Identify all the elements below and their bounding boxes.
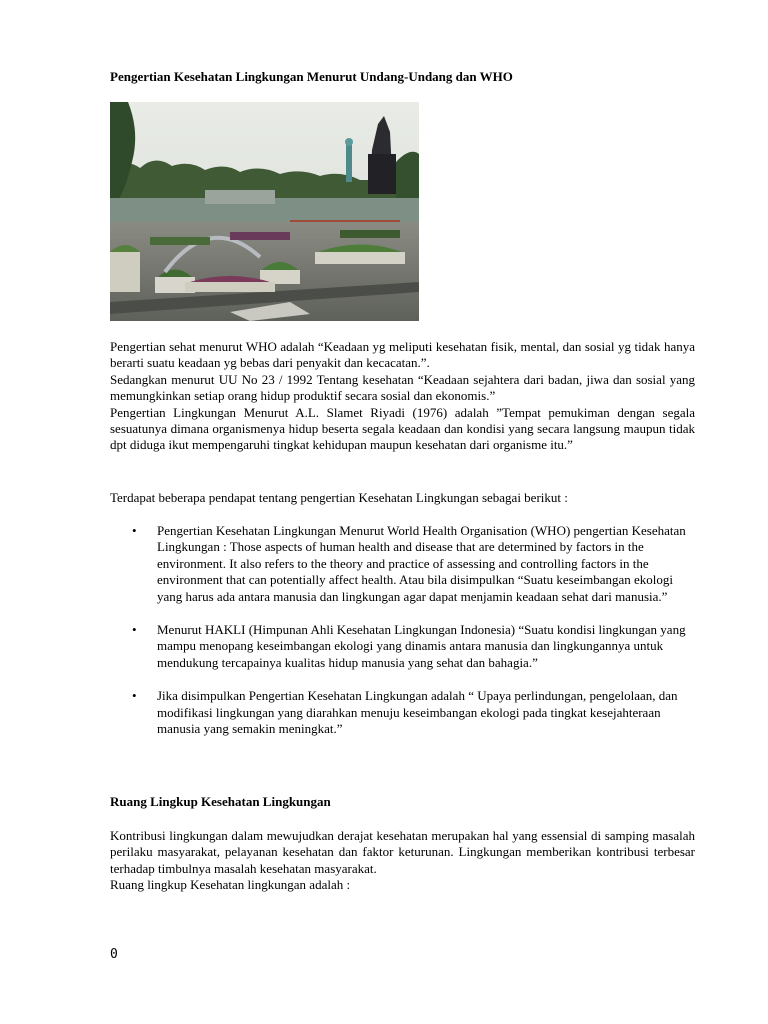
document-title: Pengertian Kesehatan Lingkungan Menurut Undang-Undang dan WHO xyxy=(110,69,513,84)
bullet-glyph: • xyxy=(132,688,137,704)
scope-text: Kontribusi lingkungan dalam mewujudkan derajat kesehatan merupakan hal yang essensial di samping masalah perilaku masyarakat, pelayanan kesehatan dan faktor keturunan. Lingkungan memberikan kontribusi terbesar terhadap timbulnya masalah kesehatan masyarakat. xyxy=(110,828,695,876)
park-photo xyxy=(110,102,419,321)
list-item xyxy=(110,688,695,737)
who-health-definition: Pengertian sehat menurut WHO adalah “Keadaan yg meliputi kesehatan fisik, mental, dan sosial yg tidak hanya berarti suatu keadaan yg bebas dari penyakit dan kecacatan.”. xyxy=(110,339,695,371)
page-number: 0 xyxy=(110,947,118,962)
list-item xyxy=(110,622,695,671)
list-item-text: Jika disimpulkan Pengertian Kesehatan Lingkungan adalah “ Upaya perlindungan, pengelolaan, dan modifikasi lingkungan yang diarahkan menuju keseimbangan ekologi pada tingkat kesejahteraan manusia yang semakin meningkat.” xyxy=(157,688,678,737)
intro-paragraph: Terdapat beberapa pendapat tentang pengertian Kesehatan Lingkungan sebagai berikut : xyxy=(110,490,568,505)
scope-lead-in: Ruang lingkup Kesehatan lingkungan adalah : xyxy=(110,877,351,893)
bullet-glyph: • xyxy=(132,523,137,538)
section-heading: Ruang Lingkup Kesehatan Lingkungan xyxy=(110,794,331,809)
definition-list xyxy=(110,523,695,754)
scope-paragraph xyxy=(110,828,695,894)
list-item-text: Menurut HAKLI (Himpunan Ahli Kesehatan Lingkungan Indonesia) “Suatu kondisi lingkungan yang mampu menopang keseimbangan ekologi yang dinamis antara manusia dan lingkungannya untuk mendukung tercapainya kualitas hidup manusia yang sehat dan bahagia.” xyxy=(157,622,686,670)
uu-health-definition: Sedangkan menurut UU No 23 / 1992 Tentang kesehatan “Keadaan sejahtera dari badan, jiwa dan sosial yang memungkinkan setiap orang hidup produktif secara sosial dan ekonomis.” xyxy=(110,371,695,404)
health-definition-paragraph xyxy=(110,339,695,454)
list-item xyxy=(110,523,695,605)
environment-definition: Pengertian Lingkungan Menurut A.L. Slamet Riyadi (1976) adalah ”Tempat pemukiman dengan segala sesuatunya dimana organismenya hidup beserta segala keadaan dan kondisi yang secara langsung maupun tidak dpt diduga ikut mempengaruhi tingkat kehidupan maupun kesehatan dari organisme itu.” xyxy=(110,404,695,453)
list-item-text: Pengertian Kesehatan Lingkungan Menurut World Health Organisation (WHO) pengertian Kesehatan Lingkungan : Those aspects of human health and disease that are determined by factors in the environment. It also refers to the theory and practice of assessing and controlling factors in the environment that can potentially affect health. Atau bila disimpulkan “Suatu keseimbangan ekologi yang harus ada antara manusia dan lingkungan agar dapat menjamin keadaan sehat dari manusia.” xyxy=(157,523,686,604)
bullet-glyph: • xyxy=(132,622,137,638)
